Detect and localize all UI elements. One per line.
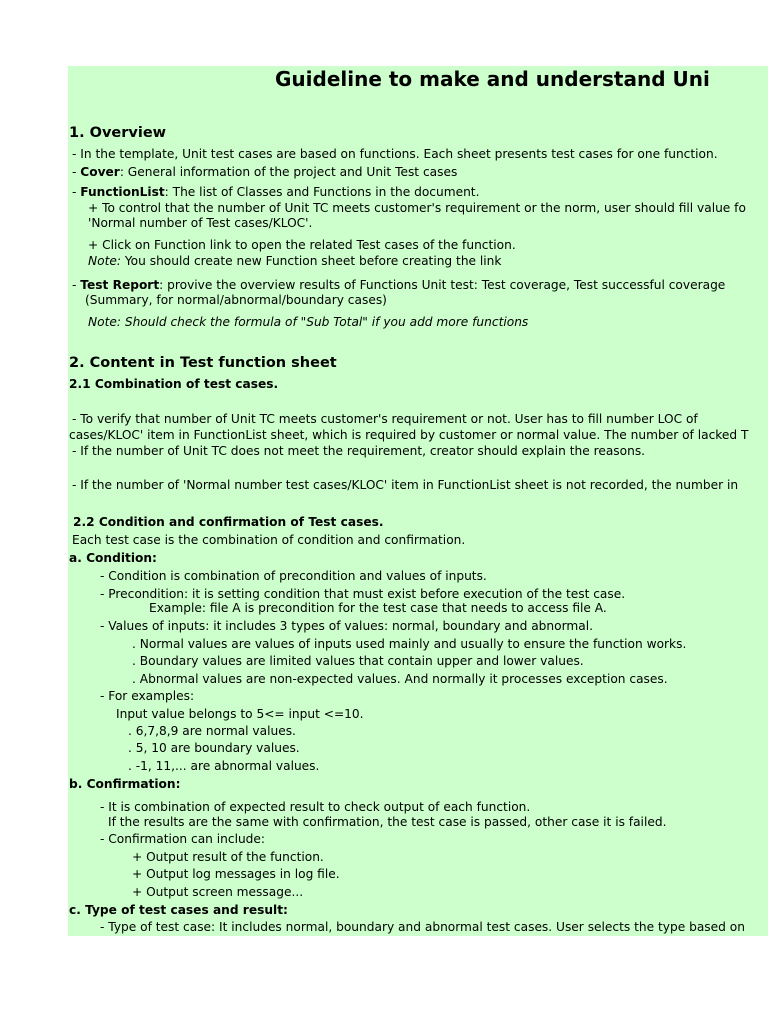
overview-testreport-line-2: (Summary, for normal/abnormal/boundary cases) [85,293,387,307]
verify-line-1: - To verify that number of Unit TC meets customer's requirement or not. User has to fill number LOC of [72,412,698,426]
page-title: Guideline to make and understand Uni [275,67,710,91]
content-heading: 2. Content in Test function sheet [69,355,337,371]
condition-line: - Precondition: it is setting condition that must exist before execution of the test case. [100,587,626,601]
condition-line: - Values of inputs: it includes 3 types of values: normal, boundary and abnormal. [100,619,593,633]
confirmation-line: If the results are the same with confirmation, the test case is passed, other case it is failed. [108,815,667,829]
functionlist-text: : The list of Classes and Functions in the document. [164,185,480,199]
functionlist-label: FunctionList [80,185,165,199]
condition-line: . -1, 11,... are abnormal values. [128,759,320,773]
overview-cover-line: - Cover: General information of the project and Unit Test cases [72,165,458,179]
condition-line: - For examples: [100,689,195,703]
overview-template-line: - In the template, Unit test cases are based on functions. Each sheet presents test cases for one function. [72,147,718,161]
condition-line: . 5, 10 are boundary values. [128,741,300,755]
condition-line: . Boundary values are limited values that contain upper and lower values. [132,654,584,668]
condition-line: . Normal values are values of inputs used mainly and usually to ensure the function works. [132,637,687,651]
condition-line: - Condition is combination of precondition and values of inputs. [100,569,487,583]
condition-line: Example: file A is precondition for the test case that needs to access file A. [149,601,607,615]
cover-text: : General information of the project and Unit Test cases [119,165,458,179]
overview-heading: 1. Overview [69,125,167,141]
type-heading: c. Type of test cases and result: [69,903,288,917]
condition-heading: a. Condition: [69,551,157,565]
overview-control-line-2: 'Normal number of Test cases/KLOC'. [88,216,313,230]
confirmation-line: - It is combination of expected result to check output of each function. [100,800,531,814]
overview-click-line: + Click on Function link to open the related Test cases of the function. [88,238,516,252]
confirmation-line: - Confirmation can include: [100,832,266,846]
not-meet-line: - If the number of Unit TC does not meet the requirement, creator should explain the reasons. [72,444,646,458]
condition-line: . Abnormal values are non-expected values. And normally it processes exception cases. [132,672,668,686]
type-line: - Type of test case: It includes normal, boundary and abnormal test cases. User selects the type based on [100,920,745,934]
confirmation-line: + Output result of the function. [132,850,324,864]
each-test-case-line: Each test case is the combination of condition and confirmation. [72,533,466,547]
note1-text: You should create new Function sheet before creating the link [120,254,502,268]
confirmation-line: + Output screen message... [132,885,304,899]
confirmation-heading: b. Confirmation: [69,777,181,791]
not-recorded-line: - If the number of 'Normal number test cases/KLOC' item in FunctionList sheet is not recorded, the number in [72,478,739,492]
confirmation-line: + Output log messages in log file. [132,867,340,881]
guideline-sheet [68,66,768,936]
section-2-1-heading: 2.1 Combination of test cases. [69,377,279,391]
overview-functionlist-line: - FunctionList: The list of Classes and Functions in the document. [72,185,480,199]
condition-line: Input value belongs to 5<= input <=10. [116,707,364,721]
condition-line: . 6,7,8,9 are normal values. [128,724,296,738]
testreport-label: Test Report [80,278,160,292]
overview-control-line-1: + To control that the number of Unit TC meets customer's requirement or the norm, user should fill value fo [88,201,746,215]
cover-label: Cover [80,165,120,179]
overview-note1 [88,253,501,269]
section-2-2-heading: 2.2 Condition and confirmation of Test cases. [73,515,384,529]
note1-label: Note: [88,254,121,268]
verify-line-2: cases/KLOC' item in FunctionList sheet, which is required by customer or normal value. The number of lacked T [69,428,749,442]
overview-note2: Note: Should check the formula of "Sub Total" if you add more functions [88,315,529,329]
testreport-text: : provive the overview results of Functions Unit test: Test coverage, Test successful coverage [159,278,726,292]
overview-testreport-line: - Test Report: provive the overview results of Functions Unit test: Test coverage, Test successful coverage [72,278,726,292]
